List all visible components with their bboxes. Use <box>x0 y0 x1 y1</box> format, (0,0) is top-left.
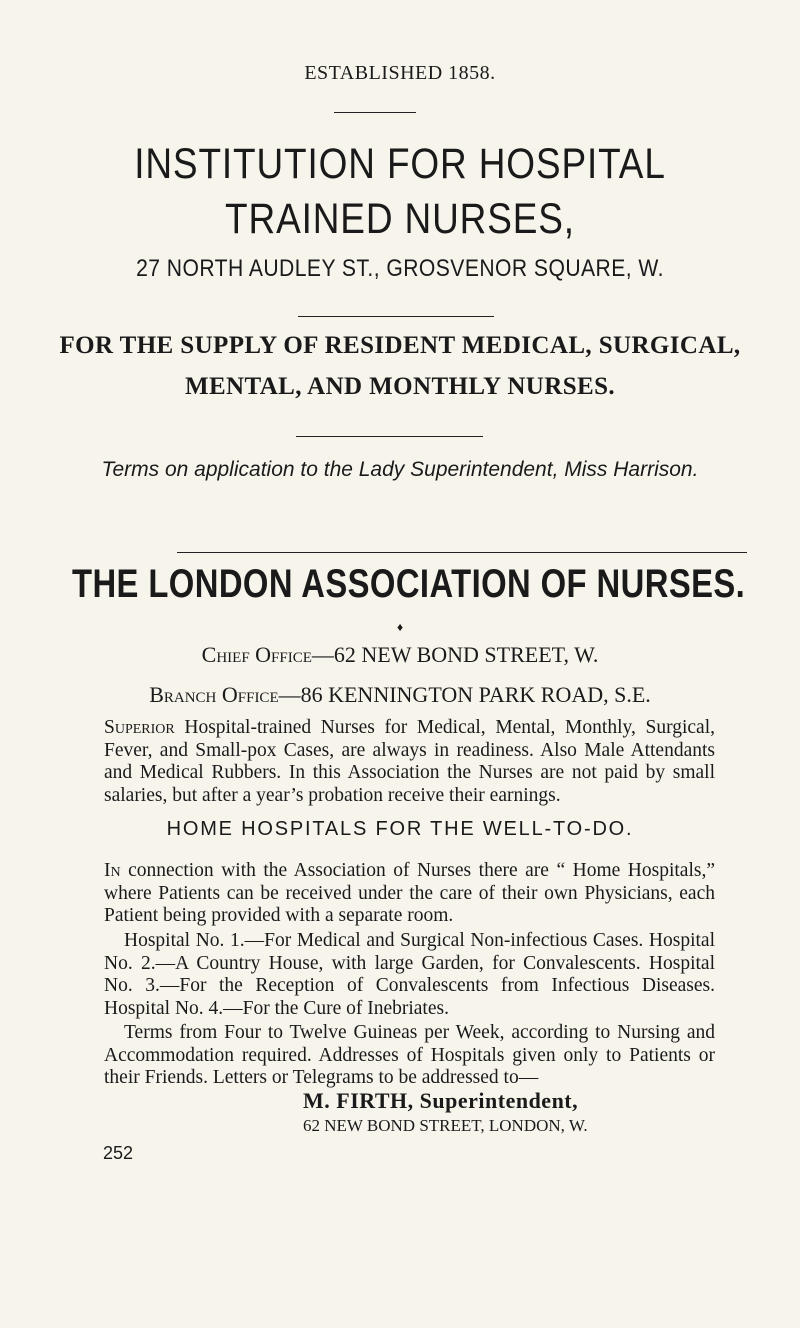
chief-office-line <box>0 642 800 668</box>
association-paragraph <box>104 717 715 807</box>
branch-office-address: —86 KENNINGTON PARK ROAD, S.E. <box>278 682 651 707</box>
paragraph-text: Hospital-trained Nurses for Medical, Mental, Monthly, Surgical, Fever, and Small-pox Cases, are always in readiness. Also Male Attendants and Medical Rubbers. In this Association the Nurses are not paid by small salaries, but after a year’s probation receive their earnings. <box>104 717 715 806</box>
institution-title-line1: INSTITUTION FOR HOSPITAL <box>134 140 666 188</box>
divider <box>334 112 416 113</box>
terms-paragraph: Terms from Four to Twelve Guineas per Week, according to Nursing and Accommodation required. Addresses of Hospitals given only to Patients or their Friends. Letters or Telegrams to be addressed to— <box>104 1022 715 1088</box>
supply-line1: FOR THE SUPPLY OF RESIDENT MEDICAL, SURGICAL, <box>59 332 741 359</box>
established-date: ESTABLISHED 1858. <box>304 62 496 84</box>
terms-line: Terms on application to the Lady Superintendent, Miss Harrison. <box>101 458 699 481</box>
chief-office-address: —62 NEW BOND STREET, W. <box>311 642 599 667</box>
home-hospitals-paragraph <box>104 860 715 928</box>
branch-office-label: Branch Office <box>149 682 279 707</box>
institution-address: 27 NORTH AUDLEY ST., GROSVENOR SQUARE, W. <box>136 255 664 282</box>
institution-title-line2: TRAINED NURSES, <box>225 195 575 243</box>
paragraph-text: connection with the Association of Nurses there are “ Home Hospitals,” where Patients can be received under the care of their own Physicians, each Patient being provided with a separate room. <box>104 860 715 926</box>
branch-office-line <box>0 682 800 708</box>
divider <box>296 436 483 437</box>
home-hospitals-heading: HOME HOSPITALS FOR THE WELL-TO-DO. <box>166 818 634 840</box>
paragraph-lead-word: Superior <box>104 717 175 738</box>
association-title: THE LONDON ASSOCIATION OF NURSES. <box>72 562 746 606</box>
divider <box>177 552 747 553</box>
divider <box>298 316 494 317</box>
page-number: 252 <box>103 1143 134 1163</box>
ornament-diamond: ♦ <box>396 620 404 634</box>
paragraph-lead-word: In <box>104 860 121 881</box>
supply-line2: MENTAL, AND MONTHLY NURSES. <box>184 373 616 400</box>
chief-office-label: Chief Office <box>201 642 312 667</box>
superintendent-signature: M. FIRTH, Superintendent, <box>303 1088 579 1113</box>
hospital-list-paragraph: Hospital No. 1.—For Medical and Surgical Non-infectious Cases. Hospital No. 2.—A Country House, with large Garden, for Convalescents. Hospital No. 3.—For the Reception of Convalescents from Infectious Diseases. Hospital No. 4.—For the Cure of Inebriates. <box>104 930 715 1019</box>
superintendent-address: 62 NEW BOND STREET, LONDON, W. <box>303 1116 588 1135</box>
